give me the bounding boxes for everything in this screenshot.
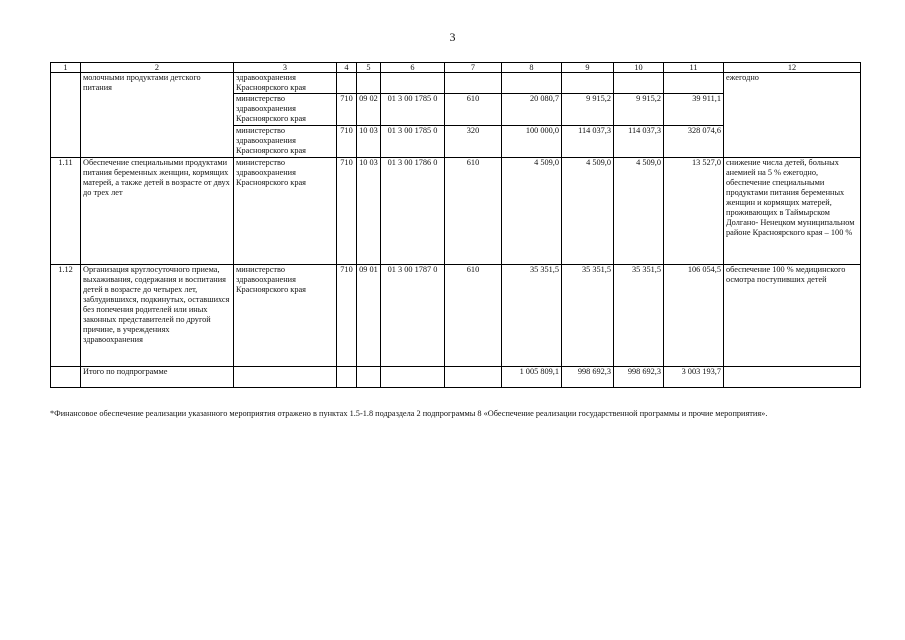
cell-vr: 320 [445,126,502,158]
cell-activity: молочными продуктами детского питания [81,73,234,158]
cell-number: 1.12 [51,265,81,367]
cell-total: 39 911,1 [664,94,724,126]
cell-number [51,73,81,158]
cell-rzpr: 10 03 [357,126,381,158]
table-row [51,73,861,94]
column-header: 2 [81,63,234,73]
cell-result: ежегодно [724,73,861,158]
budget-table [50,62,861,388]
table-row [51,158,861,265]
cell-executor: министерство здравоохранения Красноярского края [234,158,337,265]
cell-grbs: 710 [337,265,357,367]
cell-year2: 998 692,3 [562,367,614,388]
cell-grbs: 710 [337,94,357,126]
cell-csr: 01 3 00 1785 0 [381,126,445,158]
cell-year1: 100 000,0 [502,126,562,158]
cell-executor: министерство здравоохранения Красноярского края [234,94,337,126]
column-header: 3 [234,63,337,73]
cell-year1: 35 351,5 [502,265,562,367]
cell-total: 328 074,6 [664,126,724,158]
cell-year2: 9 915,2 [562,94,614,126]
page-number: 3 [449,30,456,44]
cell-year1: 1 005 809,1 [502,367,562,388]
total-row [51,367,861,388]
cell-total: 13 527,0 [664,158,724,265]
footnote: *Финансовое обеспечение реализации указанного мероприятия отражено в пунктах 1.5-1.8 подраздела 2 подпрограммы 8 «Обеспечение реализации государственной программы и прочие мероприятия». [50,409,768,418]
cell-year3: 9 915,2 [614,94,664,126]
column-header: 8 [502,63,562,73]
cell-total: 3 003 193,7 [664,367,724,388]
cell-csr: 01 3 00 1786 0 [381,158,445,265]
cell-activity: Обеспечение специальными продуктами питания беременных женщин, кормящих матерей, а также детей в возрасте от двух до трех лет [81,158,234,265]
cell-year1: 4 509,0 [502,158,562,265]
column-header: 7 [445,63,502,73]
column-header: 12 [724,63,861,73]
cell-csr: 01 3 00 1785 0 [381,94,445,126]
column-header: 4 [337,63,357,73]
cell-rzpr: 09 02 [357,94,381,126]
cell-rzpr: 09 01 [357,265,381,367]
cell-total: 106 054,5 [664,265,724,367]
cell-year3: 4 509,0 [614,158,664,265]
column-header: 10 [614,63,664,73]
cell-year3: 35 351,5 [614,265,664,367]
cell-result: снижение числа детей, больных анемией на 5 % ежегодно, обеспечение специальными продуктами питания беременных женщин и кормящих матерей, проживающих в Таймырском Долгано- Ненецком муниципальном районе Красноярского края – 100 % [724,158,861,265]
cell-year3: 114 037,3 [614,126,664,158]
cell-number: 1.11 [51,158,81,265]
table-row [51,265,861,367]
column-header: 1 [51,63,81,73]
column-header: 11 [664,63,724,73]
cell-year2: 4 509,0 [562,158,614,265]
cell-rzpr: 10 03 [357,158,381,265]
cell-executor: министерство здравоохранения Красноярского края [234,126,337,158]
cell-grbs: 710 [337,126,357,158]
cell-total-label: Итого по подпрограмме [81,367,234,388]
cell-year1: 20 080,7 [502,94,562,126]
cell-executor: министерство здравоохранения Красноярского края [234,265,337,367]
cell-csr: 01 3 00 1787 0 [381,265,445,367]
cell-year2: 35 351,5 [562,265,614,367]
cell-grbs: 710 [337,158,357,265]
cell-year2: 114 037,3 [562,126,614,158]
cell-vr: 610 [445,265,502,367]
cell-vr: 610 [445,158,502,265]
cell-year3: 998 692,3 [614,367,664,388]
column-header: 5 [357,63,381,73]
cell-executor: здравоохранения Красноярского края [234,73,337,94]
column-header: 9 [562,63,614,73]
header-row [51,63,861,73]
cell-vr: 610 [445,94,502,126]
cell-result: обеспечение 100 % медицинского осмотра поступивших детей [724,265,861,367]
cell-activity: Организация круглосуточного приема, выхаживания, содержания и воспитания детей в возрасте до четырех лет, заблудившихся, подкинутых, оставшихся без попечения родителей или иных законных представителей по другой причине, в учреждениях здравоохранения [81,265,234,367]
column-header: 6 [381,63,445,73]
